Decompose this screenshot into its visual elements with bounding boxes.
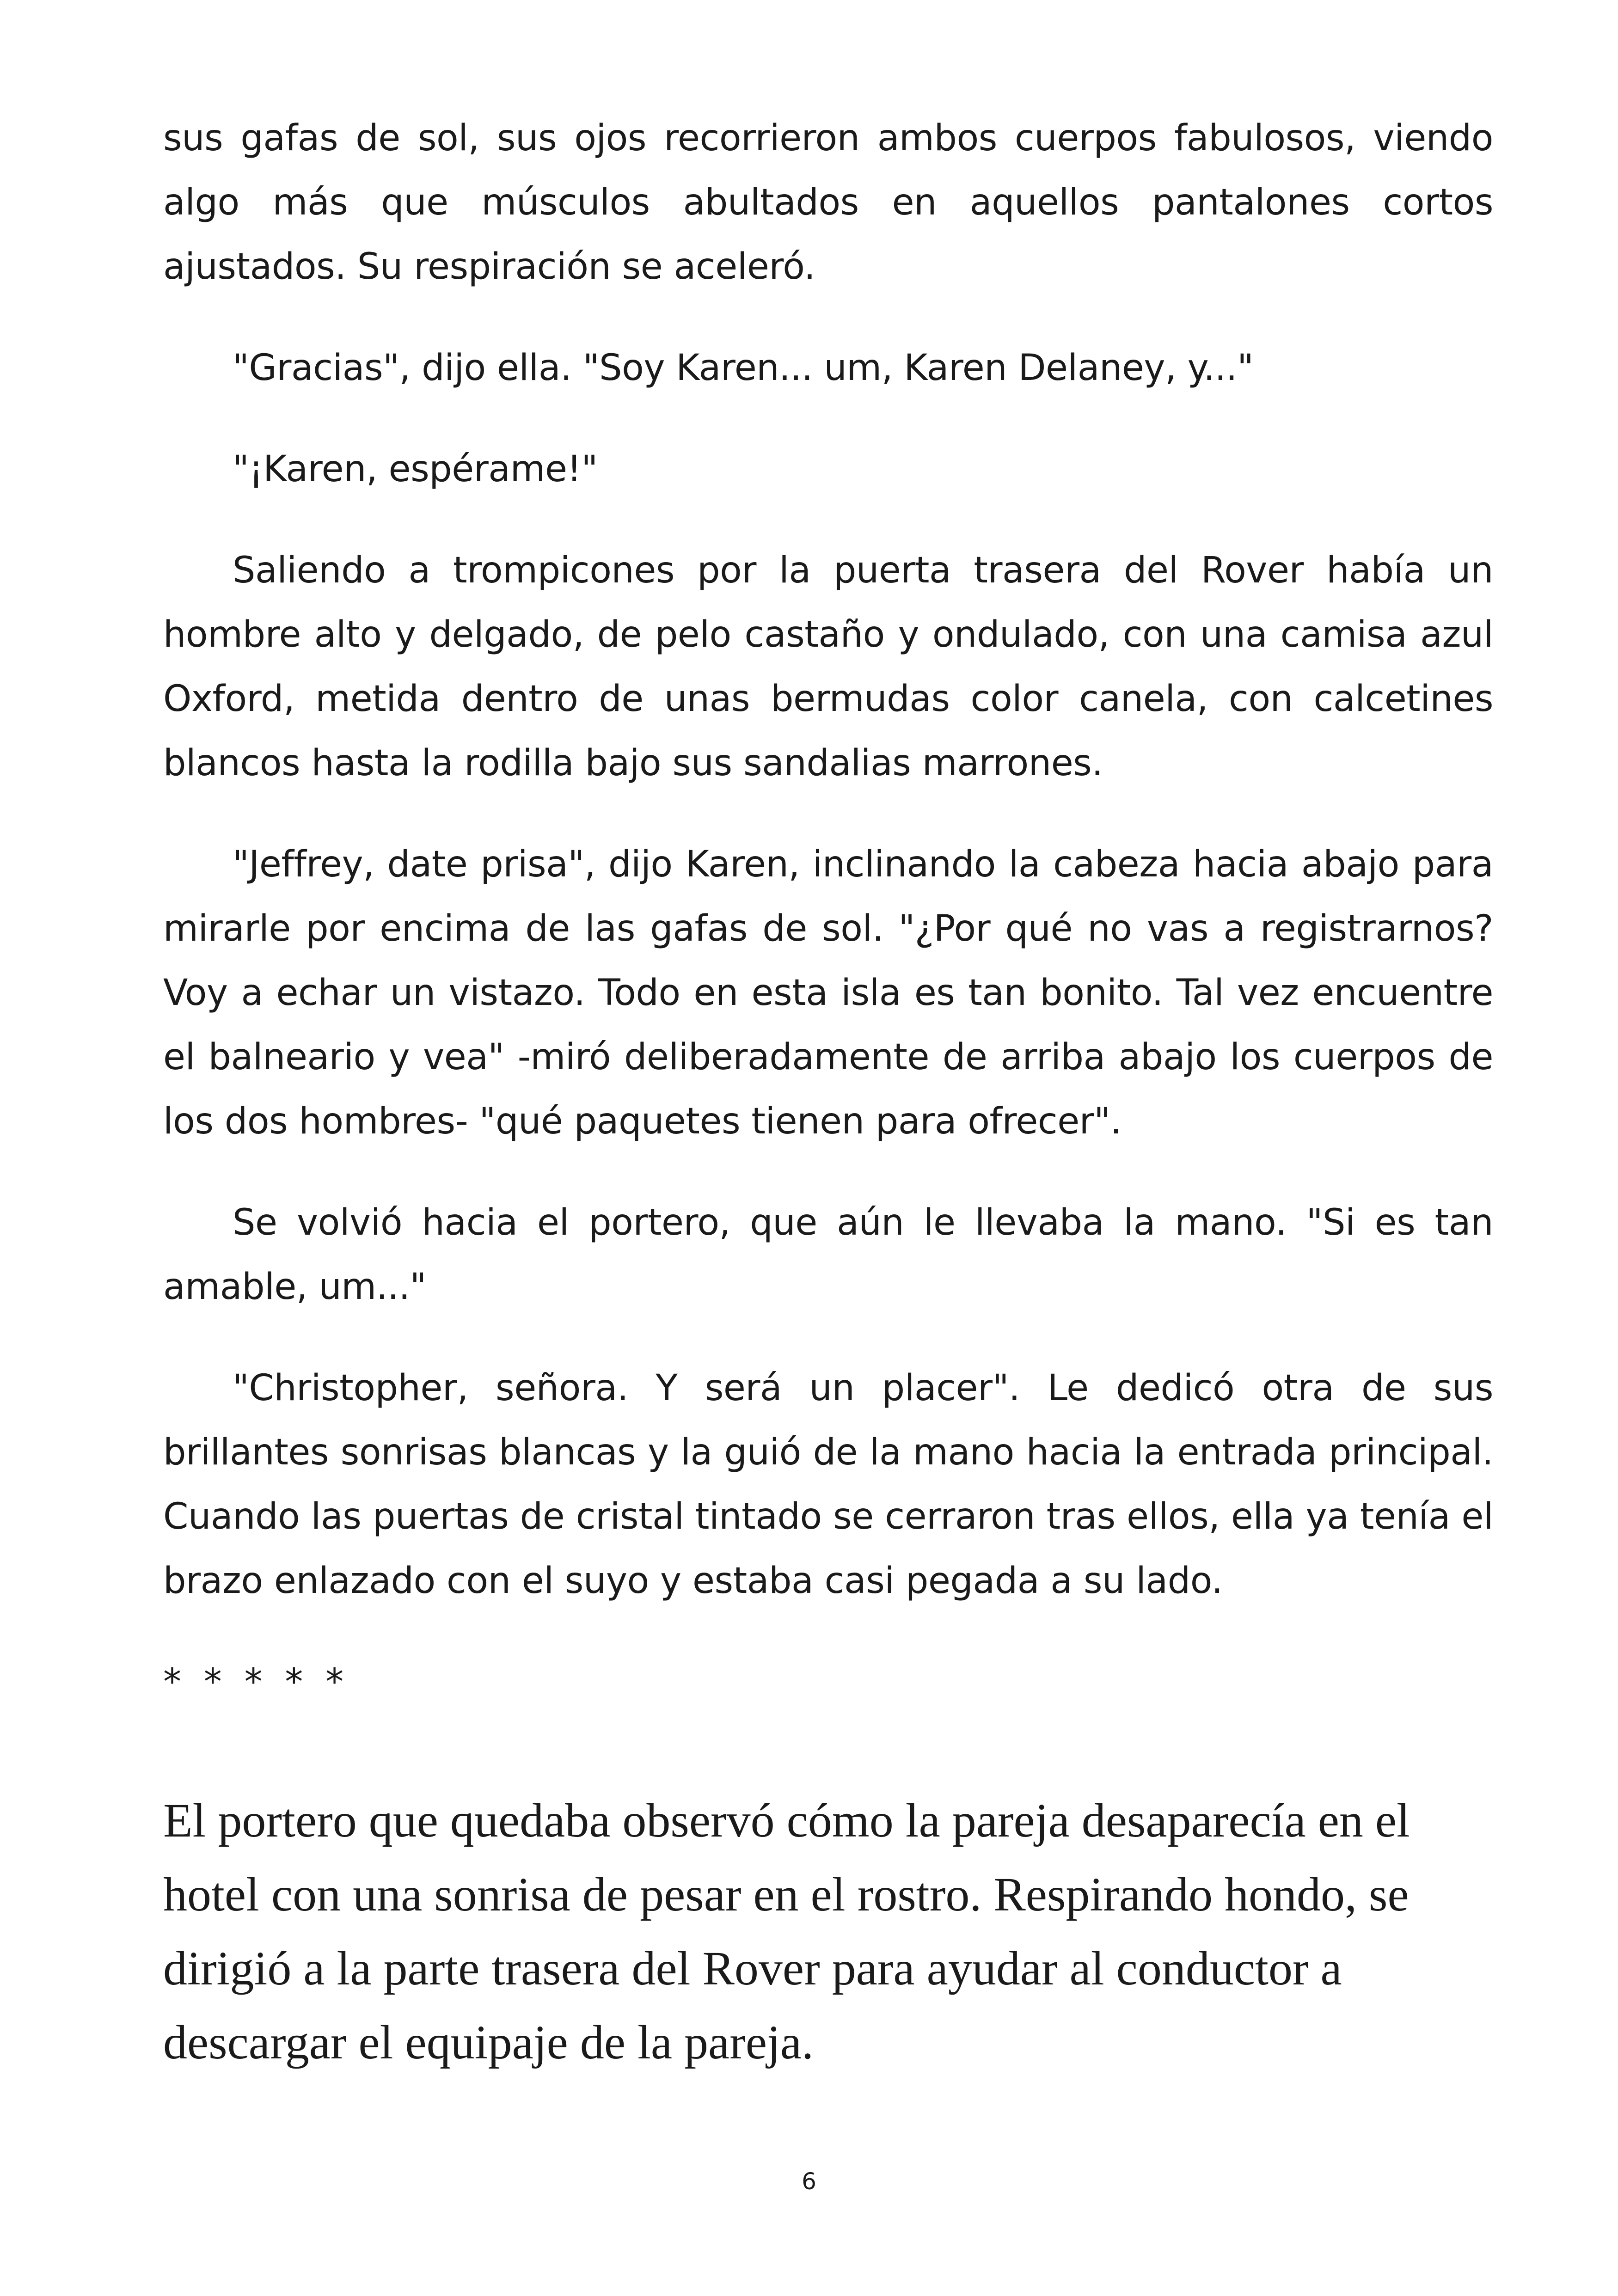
paragraph-jeffrey: "Jeffrey, date prisa", dijo Karen, inclinando la cabeza hacia abajo para mirarle por encima de las gafas de sol. "¿Por qué no vas a registrarnos? Voy a echar un vistazo. Todo en esta isla es tan bonito. Tal vez encuentre el balneario y vea" -miró deliberadamente de arriba abajo los cuerpos de los dos hombres- "qué paquetes tienen para ofrecer". [163, 844, 1493, 1142]
page-number: 6 [802, 2168, 816, 2195]
paragraph-closing: El portero que quedaba observó cómo la pareja desaparecía en el hotel con una sonrisa de pesar en el rostro. Respirando hondo, se dirigió a la parte trasera del Rover para ayudar al conductor a descargar el equipaje de la pareja. [163, 1794, 1410, 2069]
page-body [163, 106, 1493, 2080]
paragraph-christopher: "Christopher, señora. Y será un placer". Le dedicó otra de sus brillantes sonrisas blancas y la guió de la mano hacia la entrada principal. Cuando las puertas de cristal tintado se cerraron tras ellos, ella ya tenía el brazo enlazado con el suyo y estaba casi pegada a su lado. [163, 1367, 1493, 1602]
paragraph-gracias: "Gracias", dijo ella. "Soy Karen... um, Karen Delaney, y..." [233, 347, 1254, 389]
scene-separator: * * * * * [163, 1661, 349, 1703]
paragraph-continuation: sus gafas de sol, sus ojos recorrieron ambos cuerpos fabulosos, viendo algo más que músculos abultados en aquellos pantalones cortos ajustados. Su respiración se aceleró. [163, 117, 1493, 288]
paragraph-saliendo: Saliendo a trompicones por la puerta trasera del Rover había un hombre alto y delgado, de pelo castaño y ondulado, con una camisa azul Oxford, metida dentro de unas bermudas color canela, con calcetines blancos hasta la rodilla bajo sus sandalias marrones. [163, 550, 1493, 784]
paragraph-portero: Se volvió hacia el portero, que aún le llevaba la mano. "Si es tan amable, um..." [163, 1202, 1493, 1308]
paragraph-esperame: "¡Karen, espérame!" [233, 448, 598, 490]
